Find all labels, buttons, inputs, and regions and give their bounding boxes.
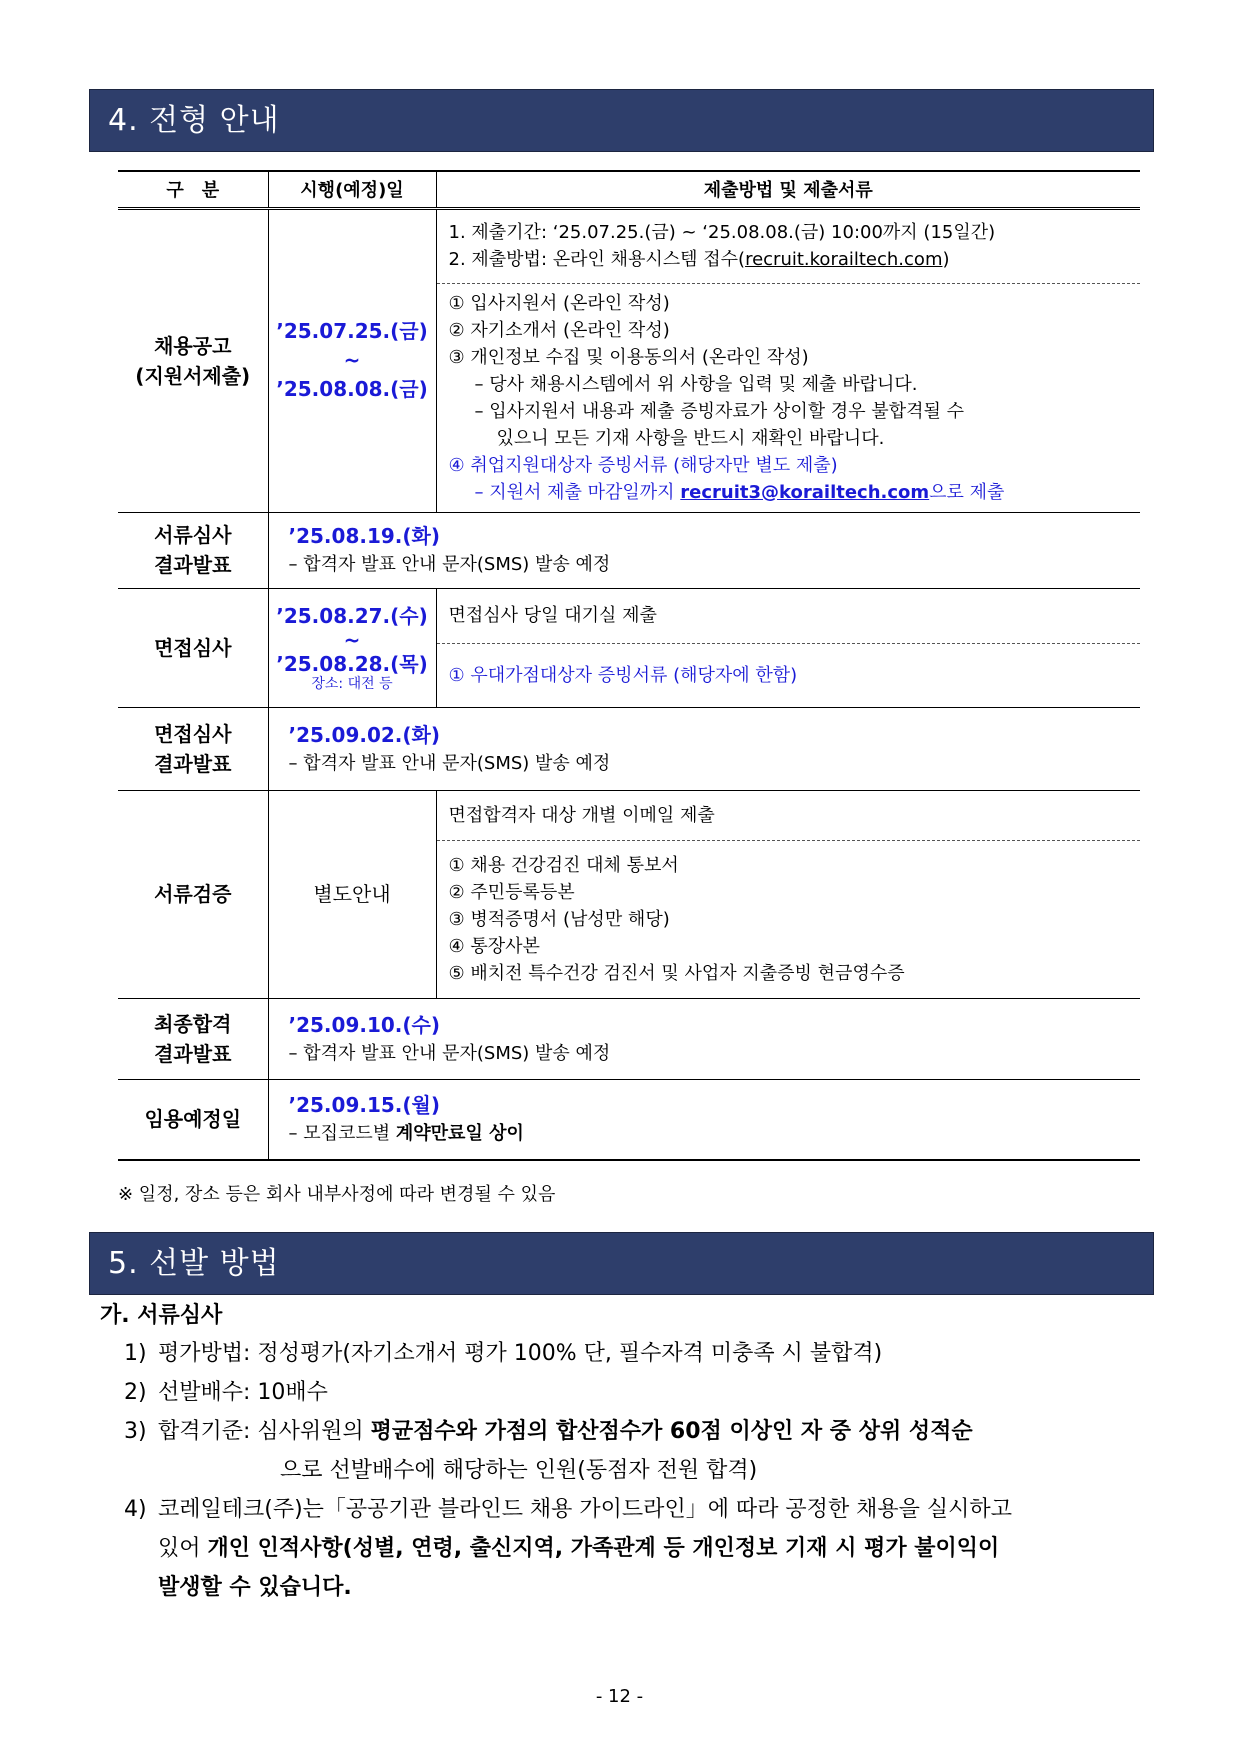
header-date: 시행(예정)일	[268, 171, 436, 208]
verification-submission: 면접합격자 대상 개별 이메일 제출	[436, 790, 1140, 840]
section-4-header: 4. 전형 안내	[89, 89, 1154, 152]
selection-method-body	[100, 1298, 1160, 1607]
table-row	[118, 790, 1140, 840]
interview-submission: 면접심사 당일 대기실 제출	[436, 588, 1140, 643]
table-row	[118, 512, 1140, 588]
announcement-cell: ’25.09.15.(월) – 모집코드별 계약만료일 상이	[268, 1079, 1140, 1160]
header-category: 구 분	[118, 171, 268, 208]
page-number: - 12 -	[595, 1686, 644, 1707]
date-cell: 별도안내	[268, 790, 436, 998]
required-documents: ① 입사지원서 (온라인 작성) ② 자기소개서 (온라인 작성) ③ 개인정보 수집 및 이용동의서 (온라인 작성) – 당사 채용시스템에서 위 사항을 입력 및 제출 바랍니다. – 입사지원서 내용과 제출 증빙자료가 상이할 경우 불합격될 수 있으니 모든 기재 사항을 반드시 재확인 바랍니다. ④ 취업지원대상자 증빙서류 (해당자만 별도 제출) – 지원서 제출 마감일까지 recruit3@korailtech.com으로 제출	[436, 283, 1140, 512]
list-item: 1) 평가방법: 정성평가(자기소개서 평가 100% 단, 필수자격 미충족 시 불합격)	[124, 1341, 883, 1366]
category-cell: 임용예정일	[118, 1079, 268, 1160]
table-row	[118, 1079, 1140, 1160]
section-5-header: 5. 선발 방법	[89, 1232, 1154, 1295]
announcement-cell: ’25.09.02.(화) – 합격자 발표 안내 문자(SMS) 발송 예정	[268, 707, 1140, 790]
category-cell: 면접심사 결과발표	[118, 707, 268, 790]
announcement-cell: ’25.08.19.(화) – 합격자 발표 안내 문자(SMS) 발송 예정	[268, 512, 1140, 588]
announcement-cell: ’25.09.10.(수) – 합격자 발표 안내 문자(SMS) 발송 예정	[268, 998, 1140, 1079]
schedule-footnote: ※ 일정, 장소 등은 회사 내부사정에 따라 변경될 수 있음	[118, 1184, 556, 1205]
list-item: 4) 코레일테크(주)는「공공기관 블라인드 채용 가이드라인」에 따라 공정한 채용을 실시하고 있어 개인 인적사항(성별, 연령, 출신지역, 가족관계 등 개인정보 기재 시 평가 불이익이 발생할 수 있습니다.	[124, 1497, 1012, 1600]
list-item: 2) 선발배수: 10배수	[124, 1380, 328, 1405]
list-item: 3) 합격기준: 심사위원의 평균점수와 가점의 합산점수가 60점 이상인 자 중 상위 성적순 으로 선발배수에 해당하는 인원(동점자 전원 합격)	[124, 1419, 973, 1483]
subsection-title: 가. 서류심사	[100, 1303, 223, 1328]
email-link[interactable]: recruit3@korailtech.com	[680, 481, 930, 503]
interview-documents: ① 우대가점대상자 증빙서류 (해당자에 한함)	[436, 643, 1140, 707]
category-cell: 서류심사 결과발표	[118, 512, 268, 588]
date-cell: ’25.07.25.(금) ~ ’25.08.08.(금)	[268, 208, 436, 512]
category-cell: 서류검증	[118, 790, 268, 998]
recruit-site-link[interactable]: recruit.korailtech.com	[745, 249, 943, 270]
selection-schedule-table	[118, 170, 1140, 1161]
header-method: 제출방법 및 제출서류	[436, 171, 1140, 208]
table-row	[118, 998, 1140, 1079]
category-cell: 최종합격 결과발표	[118, 998, 268, 1079]
place-note: 장소: 대전 등	[311, 675, 393, 692]
submission-info: 1. 제출기간: ‘25.07.25.(금) ~ ‘25.08.08.(금) 10:00까지 (15일간) 2. 제출방법: 온라인 채용시스템 접수(recruit.korailtech.com)	[436, 208, 1140, 283]
table-row	[118, 707, 1140, 790]
table-row	[118, 588, 1140, 643]
category-cell: 면접심사	[118, 588, 268, 707]
category-cell: 채용공고 (지원서제출)	[118, 208, 268, 512]
table-row	[118, 208, 1140, 283]
date-cell: ’25.08.27.(수) ~ ’25.08.28.(목) 장소: 대전 등	[268, 588, 436, 707]
verification-documents: ① 채용 건강검진 대체 통보서 ② 주민등록등본 ③ 병적증명서 (남성만 해당) ④ 통장사본 ⑤ 배치전 특수건강 검진서 및 사업자 지출증빙 현금영수증	[436, 840, 1140, 998]
